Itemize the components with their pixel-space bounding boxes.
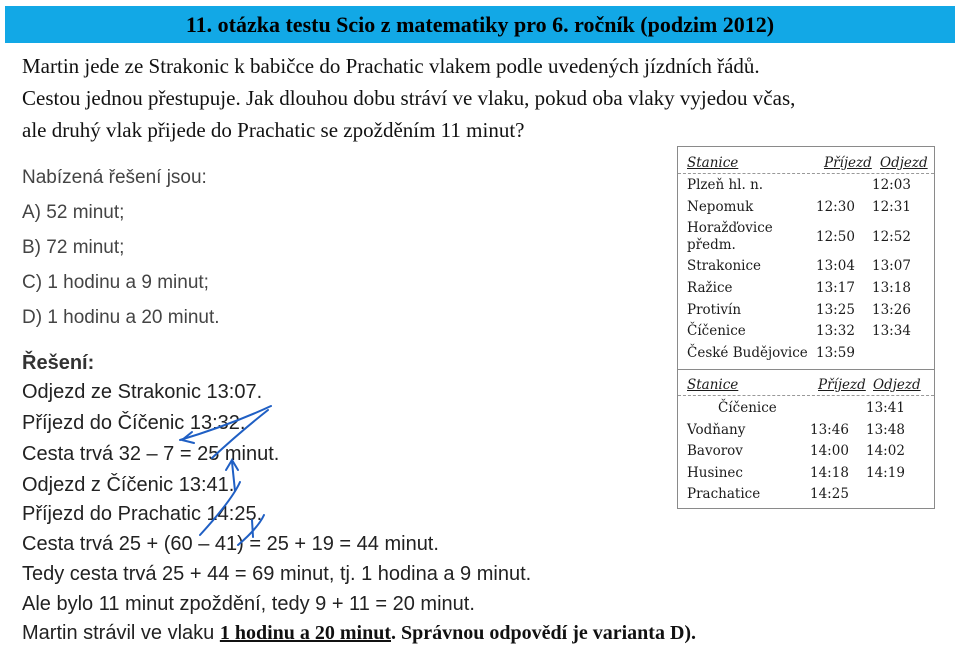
tt2-station: Vodňany xyxy=(687,422,746,438)
tt1-arrival: 13:32 xyxy=(816,323,855,339)
tt2-arrival: 14:25 xyxy=(810,486,849,502)
tt2-station: Číčenice xyxy=(718,400,777,416)
tt2-arrival: 14:18 xyxy=(810,465,849,481)
tt1-station: Ražice xyxy=(687,280,733,296)
tt1-header-departure: Odjezd xyxy=(880,155,928,171)
tt1-station: Horažďovice xyxy=(687,220,773,236)
option-a: A) 52 minut; xyxy=(22,202,125,223)
solution-heading: Řešení: xyxy=(22,352,95,374)
tt1-departure: 13:18 xyxy=(872,280,911,296)
tt1-divider xyxy=(678,173,934,174)
tt1-arrival: 13:25 xyxy=(816,302,855,318)
options-heading: Nabízená řešení jsou: xyxy=(22,167,207,188)
tt2-departure: 13:48 xyxy=(866,422,905,438)
timetable-2 xyxy=(677,369,935,509)
option-c: C) 1 hodinu a 9 minut; xyxy=(22,272,209,293)
solution-line-1: Odjezd ze Strakonic 13:07. xyxy=(22,381,263,403)
tt1-station: Strakonice xyxy=(687,258,762,274)
tt1-arrival: 12:50 xyxy=(816,229,855,245)
tt1-header-station: Stanice xyxy=(687,155,739,171)
solution-line-6: Cesta trvá 25 + (60 – 41) = 25 + 19 = 44 minut. xyxy=(22,533,439,555)
tt1-station: Číčenice xyxy=(687,323,746,339)
conclusion-prefix: Martin strávil ve vlaku xyxy=(22,622,220,644)
conclusion xyxy=(22,622,696,645)
tt2-arrival: 14:00 xyxy=(810,443,849,459)
tt1-station-line2: předm. xyxy=(687,237,736,253)
tt2-departure: 14:19 xyxy=(866,465,905,481)
tt1-departure: 12:31 xyxy=(872,199,911,215)
tt1-departure: 13:07 xyxy=(872,258,911,274)
tt1-departure: 12:52 xyxy=(872,229,911,245)
solution-line-5: Příjezd do Prachatic 14:25. xyxy=(22,503,263,525)
solution-line-7: Tedy cesta trvá 25 + 44 = 69 minut, tj. 1 hodina a 9 minut. xyxy=(22,563,532,585)
problem-line-1: Martin jede ze Strakonic k babičce do Prachatic vlakem podle uvedených jízdních řádů. xyxy=(22,54,760,78)
tt1-station: Nepomuk xyxy=(687,199,754,215)
tt1-arrival: 13:04 xyxy=(816,258,855,274)
problem-line-2: Cestou jednou přestupuje. Jak dlouhou dobu stráví ve vlaku, pokud oba vlaky vyjedou včas, xyxy=(22,86,796,110)
tt2-header-arrival: Příjezd xyxy=(818,377,866,393)
tt2-header-departure: Odjezd xyxy=(873,377,921,393)
solution-line-3: Cesta trvá 32 – 7 = 25 minut. xyxy=(22,443,280,465)
tt2-departure: 13:41 xyxy=(866,400,905,416)
tt1-header-arrival: Příjezd xyxy=(824,155,872,171)
tt2-station: Prachatice xyxy=(687,486,761,502)
solution-line-4: Odjezd z Číčenic 13:41. xyxy=(22,474,235,496)
tt2-arrival: 13:46 xyxy=(810,422,849,438)
tt2-departure: 14:02 xyxy=(866,443,905,459)
option-d: D) 1 hodinu a 20 minut. xyxy=(22,307,220,328)
timetable-1 xyxy=(677,146,935,370)
conclusion-suffix: . Správnou odpovědí je varianta D). xyxy=(391,622,697,644)
tt1-station: České Budějovice xyxy=(687,345,808,361)
tt1-station: Protivín xyxy=(687,302,742,318)
tt2-header-station: Stanice xyxy=(687,377,739,393)
slide-title: 11. otázka testu Scio z matematiky pro 6. ročník (podzim 2012) xyxy=(5,6,955,43)
solution-line-8: Ale bylo 11 minut zpoždění, tedy 9 + 11 = 20 minut. xyxy=(22,593,475,615)
conclusion-answer: 1 hodinu a 20 minut xyxy=(219,622,392,644)
tt1-departure: 12:03 xyxy=(872,177,911,193)
tt1-departure: 13:26 xyxy=(872,302,911,318)
tt1-departure: 13:34 xyxy=(872,323,911,339)
option-b: B) 72 minut; xyxy=(22,237,125,258)
tt1-station: Plzeň hl. n. xyxy=(687,177,764,193)
tt2-station: Husinec xyxy=(687,465,743,481)
solution-line-2: Příjezd do Číčenic 13:32. xyxy=(22,412,246,434)
problem-line-3: ale druhý vlak přijede do Prachatic se zpožděním 11 minut? xyxy=(22,118,525,142)
tt2-station: Bavorov xyxy=(687,443,743,459)
tt2-divider xyxy=(678,395,934,396)
tt1-arrival: 13:59 xyxy=(816,345,855,361)
tt1-arrival: 13:17 xyxy=(816,280,855,296)
tt1-arrival: 12:30 xyxy=(816,199,855,215)
